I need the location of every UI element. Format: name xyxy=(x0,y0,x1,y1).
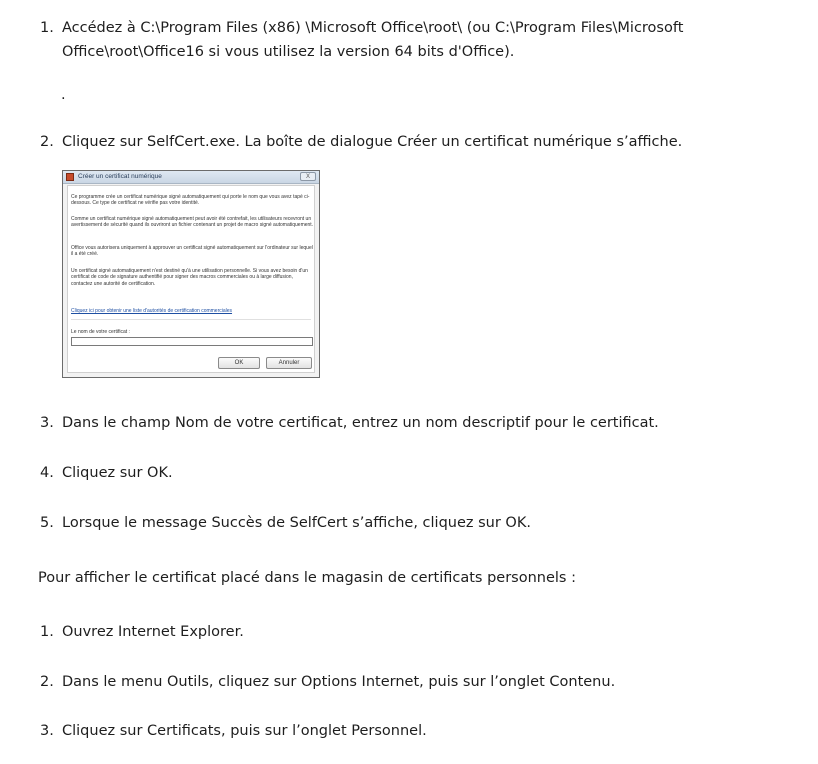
dialog-paragraph: Office vous autorisera uniquement à approuver un certificat signé automatiquement sur l'ordinateur sur lequel il a été créé. xyxy=(71,245,313,258)
step-1-text-line-1: Accédez à C:\Program Files (x86) \Microsoft Office\root\ (ou C:\Program Files\Microsoft xyxy=(62,20,684,36)
ok-button[interactable]: OK xyxy=(218,357,260,369)
dialog-paragraph: Comme un certificat numérique signé automatiquement peut avoir été contrefait, les utilisateurs recevront un avertissement de sécurité quand ils ouvriront un fichier contenant un projet de macro signé automatiquement. xyxy=(71,216,314,229)
part2-step-2-text: Dans le menu Outils, cliquez sur Options Internet, puis sur l’onglet Contenu. xyxy=(62,674,616,690)
certificate-name-label: Le nom de votre certificat : xyxy=(71,329,130,335)
step-2-number: 2. xyxy=(40,134,54,150)
certification-authorities-link[interactable]: Cliquez ici pour obtenir une liste d'autorités de certification commerciales xyxy=(71,308,233,314)
part2-step-1-text: Ouvrez Internet Explorer. xyxy=(62,624,244,640)
step-1-number: 1. xyxy=(40,20,54,36)
part2-step-3-number: 3. xyxy=(40,723,54,739)
cancel-button[interactable]: Annuler xyxy=(266,357,312,369)
part2-step-1-number: 1. xyxy=(40,624,54,640)
dialog-paragraph: Un certificat signé automatiquement n'est destiné qu'à une utilisation personnelle. Si vous avez besoin d'un certificat de code de signature authentifié pour signer des macros commerciales ou à large diffusion, contactez une autorité de certification. xyxy=(71,268,308,287)
part2-step-2-number: 2. xyxy=(40,674,54,690)
dialog-paragraph: Ce programme crée un certificat numérique signé automatiquement qui porte le nom que vous avez tapé ci-dessous. Ce type de certificat ne vérifie pas votre identité. xyxy=(71,194,310,207)
dialog-divider xyxy=(71,319,311,320)
create-certificate-dialog xyxy=(62,170,320,378)
step-3-text: Dans le champ Nom de votre certificat, entrez un nom descriptif pour le certificat. xyxy=(62,415,659,431)
step-5-number: 5. xyxy=(40,515,54,531)
step-5-text: Lorsque le message Succès de SelfCert s’affiche, cliquez sur OK. xyxy=(62,515,531,531)
certificate-name-input[interactable] xyxy=(71,337,313,346)
step-3-number: 3. xyxy=(40,415,54,431)
stray-dot: . xyxy=(61,87,66,103)
certificate-app-icon xyxy=(66,173,74,181)
dialog-titlebar xyxy=(63,171,319,184)
dialog-title: Créer un certificat numérique xyxy=(78,173,162,180)
step-4-number: 4. xyxy=(40,465,54,481)
section-intro: Pour afficher le certificat placé dans le magasin de certificats personnels : xyxy=(38,570,576,586)
dialog-body xyxy=(67,185,315,373)
step-4-text: Cliquez sur OK. xyxy=(62,465,173,481)
step-2-text: Cliquez sur SelfCert.exe. La boîte de dialogue Créer un certificat numérique s’affiche. xyxy=(62,134,683,150)
step-1-text-line-2: Office\root\Office16 si vous utilisez la version 64 bits d'Office). xyxy=(62,44,515,60)
close-icon[interactable]: X xyxy=(300,172,316,181)
part2-step-3-text: Cliquez sur Certificats, puis sur l’onglet Personnel. xyxy=(62,723,427,739)
